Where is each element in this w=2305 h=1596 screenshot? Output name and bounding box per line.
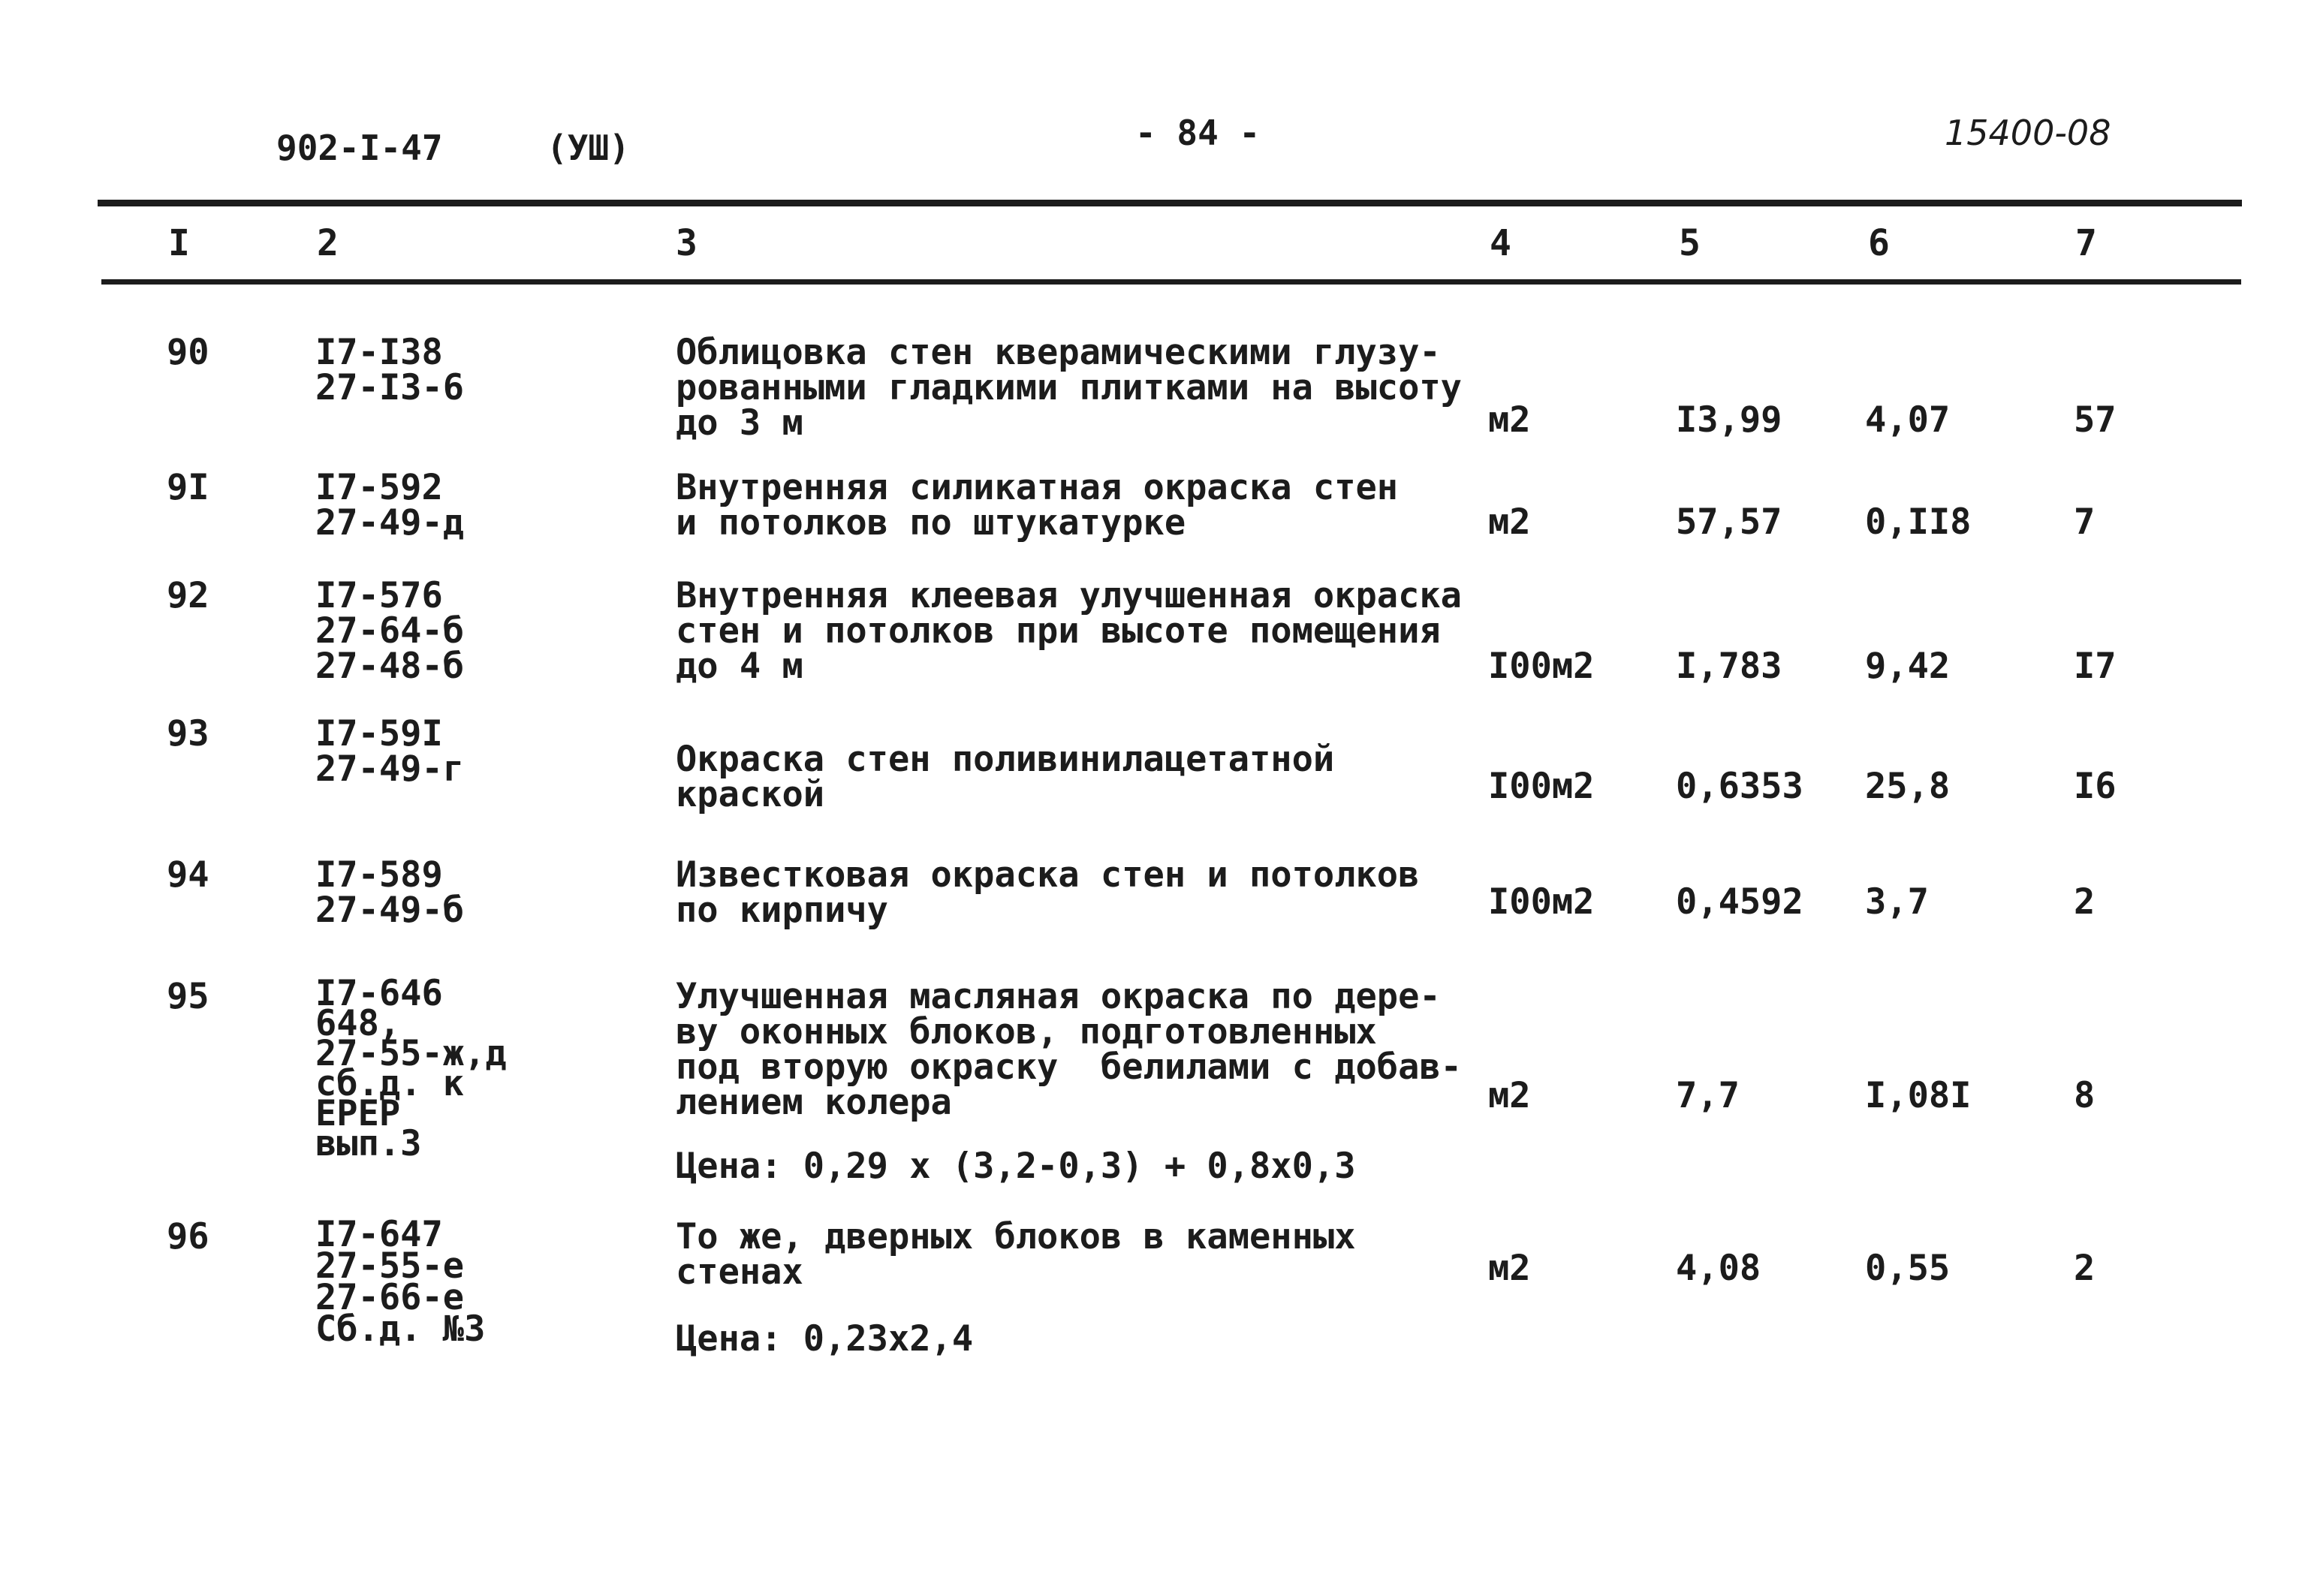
table-header-rule bbox=[101, 279, 2241, 285]
page-number: - 84 - bbox=[1135, 113, 1261, 153]
row-total: 2 bbox=[2074, 881, 2096, 923]
row-number: 94 bbox=[167, 854, 209, 896]
column-header-3: 3 bbox=[676, 222, 698, 264]
column-header-2: 2 bbox=[317, 222, 339, 264]
column-header-5: 5 bbox=[1679, 222, 1701, 264]
row-total: I6 bbox=[2074, 766, 2117, 807]
row-description: Облицовка стен кверамическими глузу- рованными гладкими плитками на высоту до 3 м bbox=[676, 332, 1462, 444]
row-total: 8 bbox=[2074, 1075, 2096, 1116]
row-description: То же, дверных блоков в каменных стенах bbox=[676, 1216, 1356, 1293]
row-price: 0,55 bbox=[1865, 1248, 1951, 1289]
price-formula: Цена: 0,23х2,4 bbox=[676, 1318, 974, 1360]
price-formula: Цена: 0,29 х (3,2-0,3) + 0,8х0,3 bbox=[676, 1146, 1356, 1187]
row-total: I7 bbox=[2074, 646, 2117, 687]
row-unit: м2 bbox=[1488, 1248, 1531, 1289]
column-header-6: 6 bbox=[1868, 222, 1890, 264]
row-codes: I7-576 27-64-б 27-48-б bbox=[315, 575, 465, 687]
row-codes: I7-646 648, 27-55-ж,д сб.д. к ЕРЕР вып.3 bbox=[315, 973, 507, 1164]
row-quantity: 4,08 bbox=[1676, 1248, 1761, 1289]
row-unit: I00м2 bbox=[1488, 881, 1595, 923]
row-price: 4,07 bbox=[1865, 399, 1951, 441]
row-price: 3,7 bbox=[1865, 881, 1929, 923]
row-codes: I7-592 27-49-д bbox=[315, 467, 465, 544]
row-quantity: 0,6353 bbox=[1676, 766, 1803, 807]
row-description: Внутренняя силикатная окраска стен и потолков по штукатурке bbox=[676, 467, 1399, 544]
row-unit: м2 bbox=[1488, 501, 1531, 543]
row-quantity: I3,99 bbox=[1676, 399, 1782, 441]
row-number: 96 bbox=[167, 1216, 209, 1257]
row-codes: I7-589 27-49-б bbox=[315, 854, 465, 931]
row-number: 92 bbox=[167, 575, 209, 616]
row-codes: I7-I38 27-I3-6 bbox=[315, 332, 465, 408]
table-top-rule bbox=[98, 200, 2242, 206]
row-unit: м2 bbox=[1488, 1075, 1531, 1116]
row-unit: I00м2 bbox=[1488, 646, 1595, 687]
row-quantity: 7,7 bbox=[1676, 1075, 1740, 1116]
row-description: Окраска стен поливинилацетатной краской bbox=[676, 739, 1335, 815]
row-quantity: 57,57 bbox=[1676, 501, 1782, 543]
row-quantity: 0,4592 bbox=[1676, 881, 1803, 923]
column-header-4: 4 bbox=[1490, 222, 1511, 264]
row-unit: I00м2 bbox=[1488, 766, 1595, 807]
row-price: I,08I bbox=[1865, 1075, 1972, 1116]
row-description: Внутренняя клеевая улучшенная окраска стен и потолков при высоте помещения до 4 м bbox=[676, 575, 1462, 687]
row-unit: м2 bbox=[1488, 399, 1531, 441]
row-description: Известковая окраска стен и потолков по кирпичу bbox=[676, 854, 1420, 931]
row-number: 95 bbox=[167, 976, 209, 1017]
volume-label: (УШ) bbox=[547, 128, 630, 168]
row-number: 90 bbox=[167, 332, 209, 373]
row-total: 57 bbox=[2074, 399, 2117, 441]
row-quantity: I,783 bbox=[1676, 646, 1782, 687]
row-codes: I7-59I 27-49-г bbox=[315, 713, 465, 790]
column-header-7: 7 bbox=[2075, 222, 2097, 264]
row-total: 2 bbox=[2074, 1248, 2096, 1289]
row-codes: I7-647 27-55-е 27-66-е Сб.д. №3 bbox=[315, 1214, 486, 1350]
row-number: 9I bbox=[167, 467, 209, 508]
row-description: Улучшенная масляная окраска по дере- ву оконных блоков, подготовленных под вторую окраску белилами с добав- лением колера bbox=[676, 976, 1462, 1123]
document-number: 902-I-47 bbox=[276, 128, 443, 168]
row-price: 0,II8 bbox=[1865, 501, 1972, 543]
row-price: 9,42 bbox=[1865, 646, 1951, 687]
row-total: 7 bbox=[2074, 501, 2096, 543]
row-number: 93 bbox=[167, 713, 209, 754]
row-price: 25,8 bbox=[1865, 766, 1951, 807]
column-header-1: I bbox=[168, 222, 190, 264]
document-code: 15400-08 bbox=[1945, 113, 2111, 153]
